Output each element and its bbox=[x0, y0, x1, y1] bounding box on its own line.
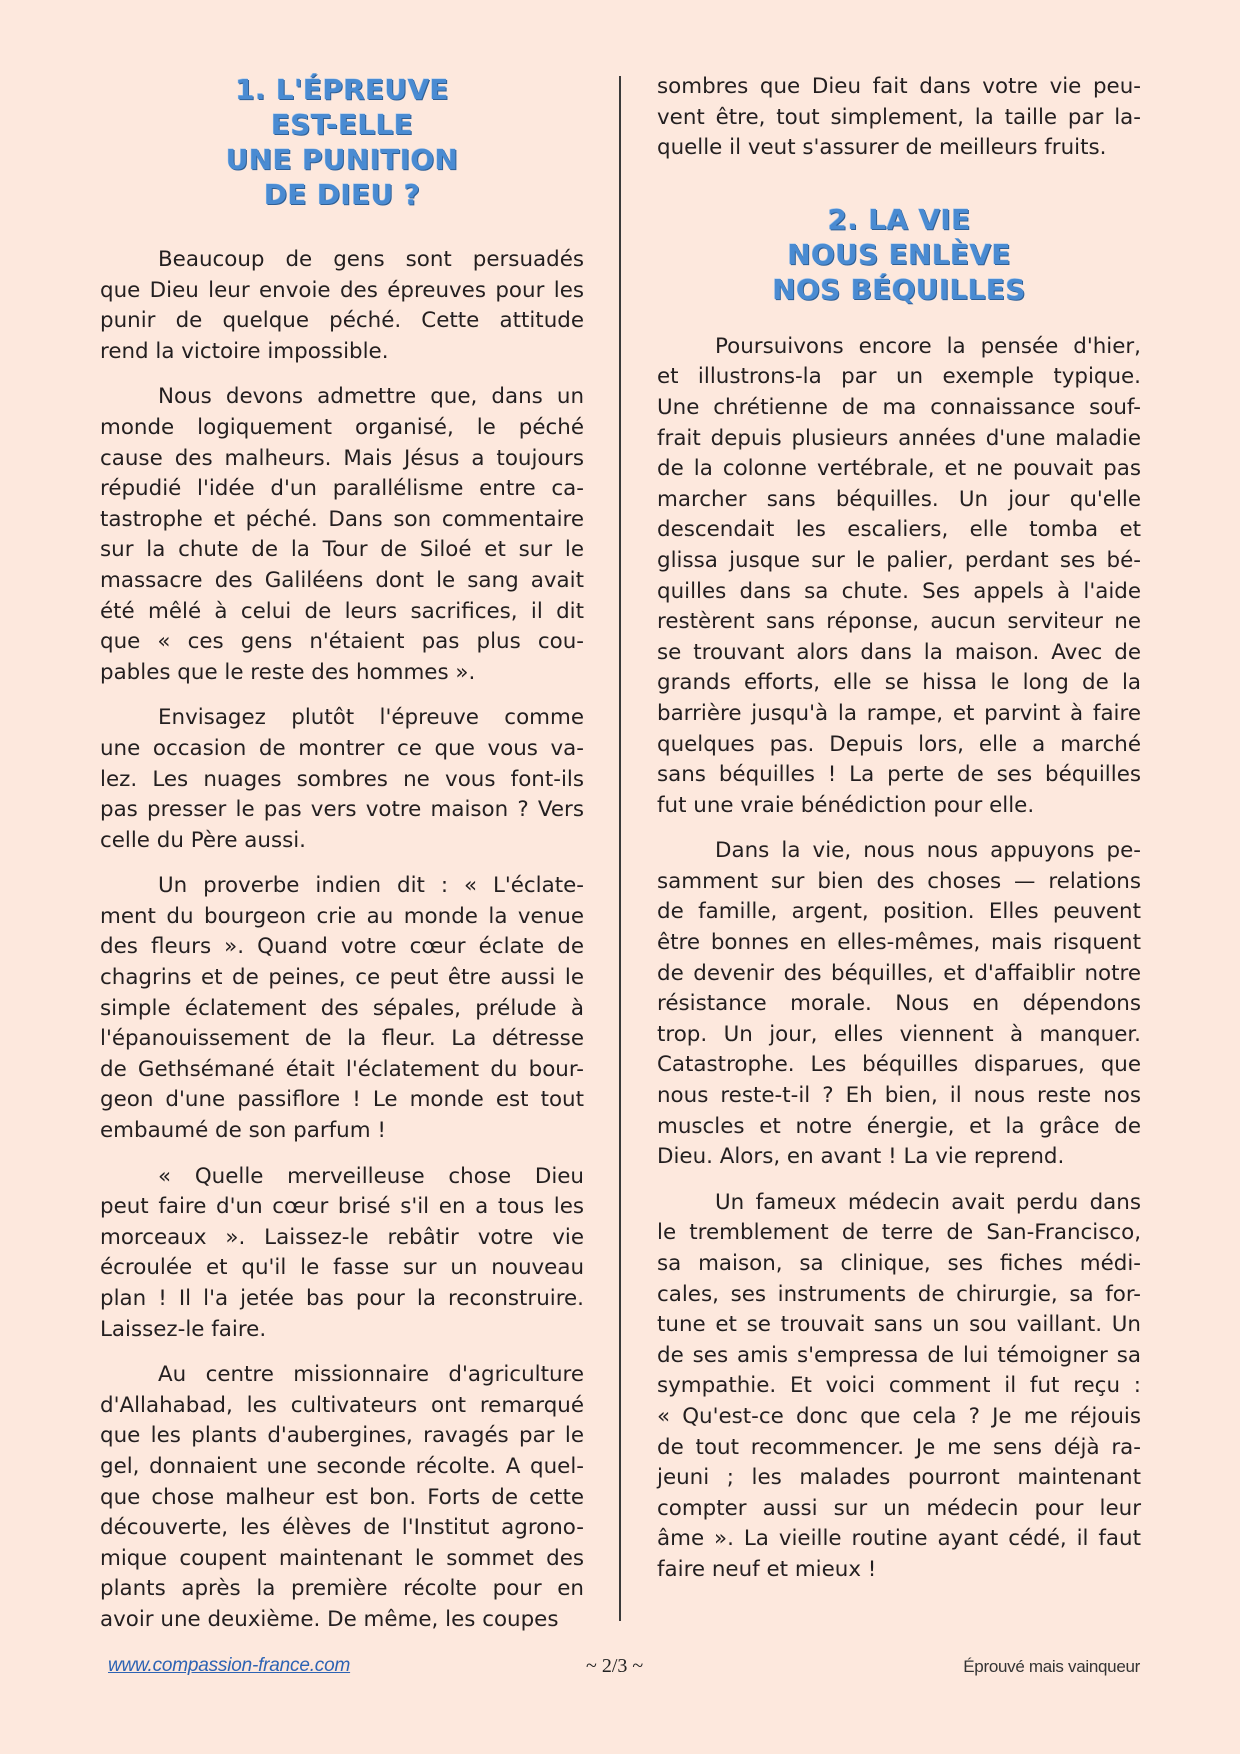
text-line: ment du bourgeon crie au monde la venue bbox=[100, 903, 584, 929]
text-line: Une chrétienne de ma connaissance souf- bbox=[657, 394, 1141, 420]
heading-line: EST-ELLE bbox=[270, 108, 414, 141]
text-line: Au centre missionnaire d'agriculture bbox=[158, 1362, 584, 1388]
text-line: gel, donnaient une seconde récolte. A quel- bbox=[100, 1453, 584, 1479]
paragraph bbox=[657, 332, 1141, 822]
text-line: quilles dans sa chute. Ses appels à l'aide bbox=[657, 578, 1141, 604]
text-line: de la colonne vertébrale, et ne pouvait pas bbox=[657, 456, 1141, 482]
text-line: que les plants d'aubergines, ravagés par le bbox=[100, 1423, 584, 1449]
document-title: Éprouvé mais vainqueur bbox=[963, 1657, 1140, 1676]
text-line: « Quelle merveilleuse chose Dieu bbox=[158, 1163, 584, 1189]
text-line: fut une vraie bénédiction pour elle. bbox=[657, 792, 1035, 818]
text-line: Nous devons admettre que, dans un bbox=[158, 384, 584, 410]
text-line: monde logiquement organisé, le péché bbox=[100, 414, 584, 440]
text-line: peut faire d'un cœur brisé s'il en a tous les bbox=[100, 1194, 584, 1220]
text-line: descendait les escaliers, elle tomba et bbox=[657, 517, 1141, 543]
text-line: Envisagez plutôt l'épreuve comme bbox=[158, 705, 584, 731]
paragraph bbox=[100, 382, 584, 688]
text-line: embaumé de son parfum ! bbox=[100, 1118, 386, 1144]
text-line: et illustrons-la par un exemple typique. bbox=[657, 364, 1141, 390]
text-line: Laissez-le faire. bbox=[100, 1316, 267, 1342]
text-line: punir de quelque péché. Cette attitude bbox=[100, 308, 584, 334]
text-line: Catastrophe. Les béquilles disparues, que bbox=[657, 1052, 1141, 1078]
paragraph bbox=[100, 1162, 584, 1346]
text-line: être bonnes en elles-mêmes, mais risquent bbox=[657, 930, 1141, 956]
text-line: Dans la vie, nous nous appuyons pe- bbox=[715, 838, 1141, 864]
left-column bbox=[100, 72, 584, 1651]
text-line: simple éclatement des sépales, prélude à bbox=[100, 995, 584, 1021]
paragraph bbox=[100, 703, 584, 856]
text-line: des fleurs ». Quand votre cœur éclate de bbox=[100, 934, 584, 960]
section-1-heading bbox=[100, 72, 584, 212]
paragraph bbox=[657, 836, 1141, 1173]
text-line: grands efforts, elle se hissa le long de la bbox=[657, 670, 1141, 696]
text-line: de famille, argent, position. Elles peuvent bbox=[657, 899, 1141, 925]
section-2-heading bbox=[657, 202, 1141, 307]
text-line: que « ces gens n'étaient pas plus cou- bbox=[100, 629, 584, 655]
text-line: Un proverbe indien dit : « L'éclate- bbox=[158, 873, 584, 899]
text-line: compter aussi sur un médecin pour leur bbox=[657, 1495, 1141, 1521]
text-line: glissa jusque sur le palier, perdant ses bé- bbox=[657, 547, 1141, 573]
text-line: sur la chute de la Tour de Siloé et sur le bbox=[100, 537, 584, 563]
text-line: Poursuivons encore la pensée d'hier, bbox=[715, 333, 1141, 359]
text-line: quelques pas. Depuis lors, elle a marché bbox=[657, 731, 1141, 757]
text-line: d'Allahabad, les cultivateurs ont remarqué bbox=[100, 1392, 584, 1418]
text-line: sombres que Dieu fait dans votre vie peu- bbox=[657, 74, 1141, 99]
text-line: trop. Un jour, elles viennent à manquer. bbox=[657, 1021, 1141, 1047]
text-line: pables que le reste des hommes ». bbox=[100, 659, 476, 685]
text-line: de devenir des béquilles, et d'affaiblir notre bbox=[657, 960, 1141, 986]
text-line: répudié l'idée d'un parallélisme entre ca- bbox=[100, 476, 584, 502]
heading-line: DE DIEU ? bbox=[263, 178, 421, 211]
section-1-continuation bbox=[657, 72, 1141, 164]
website-link[interactable]: www.compassion-france.com bbox=[108, 1655, 351, 1676]
text-line: été mêlé à celui de leurs sacrifices, il dit bbox=[100, 598, 584, 624]
text-line: de ses amis s'empressa de lui témoigner sa bbox=[657, 1342, 1141, 1368]
text-line: Beaucoup de gens sont persuadés bbox=[158, 247, 584, 272]
text-line: découverte, les élèves de l'Institut agrono- bbox=[100, 1515, 584, 1541]
text-line: barrière jusqu'à la rampe, et parvint à faire bbox=[657, 700, 1141, 726]
text-line: de Gethsémané était l'éclatement du bour- bbox=[100, 1056, 584, 1082]
heading-line: 2. LA VIE bbox=[827, 202, 971, 236]
text-line: sans béquilles ! La perte de ses béquilles bbox=[657, 762, 1141, 788]
text-line: le tremblement de terre de San-Francisco, bbox=[657, 1220, 1141, 1246]
text-line: nous reste-t-il ? Eh bien, il nous reste nos bbox=[657, 1083, 1141, 1109]
text-line: tune et se trouvait sans un sou vaillant. Un bbox=[657, 1312, 1141, 1338]
text-line: celle du Père aussi. bbox=[100, 827, 306, 853]
text-line: l'épanouissement de la fleur. La détresse bbox=[100, 1026, 584, 1052]
text-line: que chose malheur est bon. Forts de cette bbox=[100, 1484, 584, 1510]
text-line: jeuni ; les malades pourront maintenant bbox=[657, 1465, 1141, 1491]
paragraph bbox=[100, 871, 584, 1146]
column-divider bbox=[619, 76, 621, 1621]
text-line: de tout recommencer. Je me sens déjà ra- bbox=[657, 1434, 1141, 1460]
text-line: une occasion de montrer ce que vous va- bbox=[100, 735, 584, 761]
text-line: plants après la première récolte pour en bbox=[100, 1576, 584, 1602]
text-line: rend la victoire impossible. bbox=[100, 338, 389, 364]
text-line: écroulée et qu'il le fasse sur un nouveau bbox=[100, 1255, 584, 1281]
text-line: avoir une deuxième. De même, les coupes bbox=[100, 1606, 559, 1632]
heading-line: 1. L'ÉPREUVE bbox=[235, 73, 449, 106]
page-number: ~ 2/3 ~ bbox=[586, 1655, 644, 1677]
text-line: se trouvant alors dans la maison. Avec de bbox=[657, 639, 1141, 665]
heading-line: UNE PUNITION bbox=[225, 143, 459, 176]
text-line: muscles et notre énergie, et la grâce de bbox=[657, 1113, 1141, 1139]
right-column bbox=[657, 72, 1141, 1601]
text-line: cales, ses instruments de chirurgie, sa for- bbox=[657, 1281, 1141, 1307]
text-line: « Qu'est-ce donc que cela ? Je me réjouis bbox=[657, 1403, 1141, 1429]
text-line: tastrophe et péché. Dans son commentaire bbox=[100, 506, 584, 532]
text-line: cause des malheurs. Mais Jésus a toujours bbox=[100, 445, 584, 471]
text-line: Dieu. Alors, en avant ! La vie reprend. bbox=[657, 1144, 1065, 1170]
page-footer bbox=[108, 1653, 1140, 1683]
text-line: restèrent sans réponse, aucun serviteur ne bbox=[657, 609, 1141, 635]
paragraph bbox=[100, 1360, 584, 1635]
paragraph bbox=[657, 1188, 1141, 1586]
heading-line: NOUS ENLÈVE bbox=[787, 237, 1011, 271]
text-line: morceaux ». Laissez-le rebâtir votre vie bbox=[100, 1224, 584, 1250]
text-line: plan ! Il l'a jetée bas pour la reconstruire. bbox=[100, 1286, 584, 1311]
text-line: lez. Les nuages sombres ne vous font-ils bbox=[100, 766, 584, 792]
text-line: geon d'une passiflore ! Le monde est tout bbox=[100, 1087, 584, 1113]
text-line: mique coupent maintenant le sommet des bbox=[100, 1545, 584, 1571]
text-line: Un fameux médecin avait perdu dans bbox=[715, 1189, 1141, 1215]
paragraph bbox=[100, 245, 584, 367]
heading-line: NOS BÉQUILLES bbox=[772, 272, 1026, 306]
text-line: vent être, tout simplement, la taille par la- bbox=[657, 104, 1141, 130]
text-line: âme ». La vieille routine ayant cédé, il faut bbox=[657, 1526, 1141, 1552]
text-line: chagrins et de peines, ce peut être aussi le bbox=[100, 965, 584, 991]
text-line: samment sur bien des choses — relations bbox=[657, 868, 1141, 894]
text-line: frait depuis plusieurs années d'une maladie bbox=[657, 425, 1141, 451]
text-line: résistance morale. Nous en dépendons bbox=[657, 991, 1141, 1017]
text-line: quelle il veut s'assurer de meilleurs fruits. bbox=[657, 135, 1107, 161]
text-line: pas presser le pas vers votre maison ? Vers bbox=[100, 797, 584, 823]
text-line: massacre des Galiléens dont le sang avait bbox=[100, 567, 584, 593]
section-2-body bbox=[657, 332, 1141, 1586]
text-line: faire neuf et mieux ! bbox=[657, 1556, 877, 1582]
section-1-body bbox=[100, 245, 584, 1636]
text-line: marcher sans béquilles. Un jour qu'elle bbox=[657, 486, 1141, 512]
text-line: que Dieu leur envoie des épreuves pour les bbox=[100, 277, 584, 303]
text-line: sa maison, sa clinique, ses fiches médi- bbox=[657, 1251, 1141, 1276]
text-line: sympathie. Et voici comment il fut reçu : bbox=[657, 1373, 1141, 1399]
